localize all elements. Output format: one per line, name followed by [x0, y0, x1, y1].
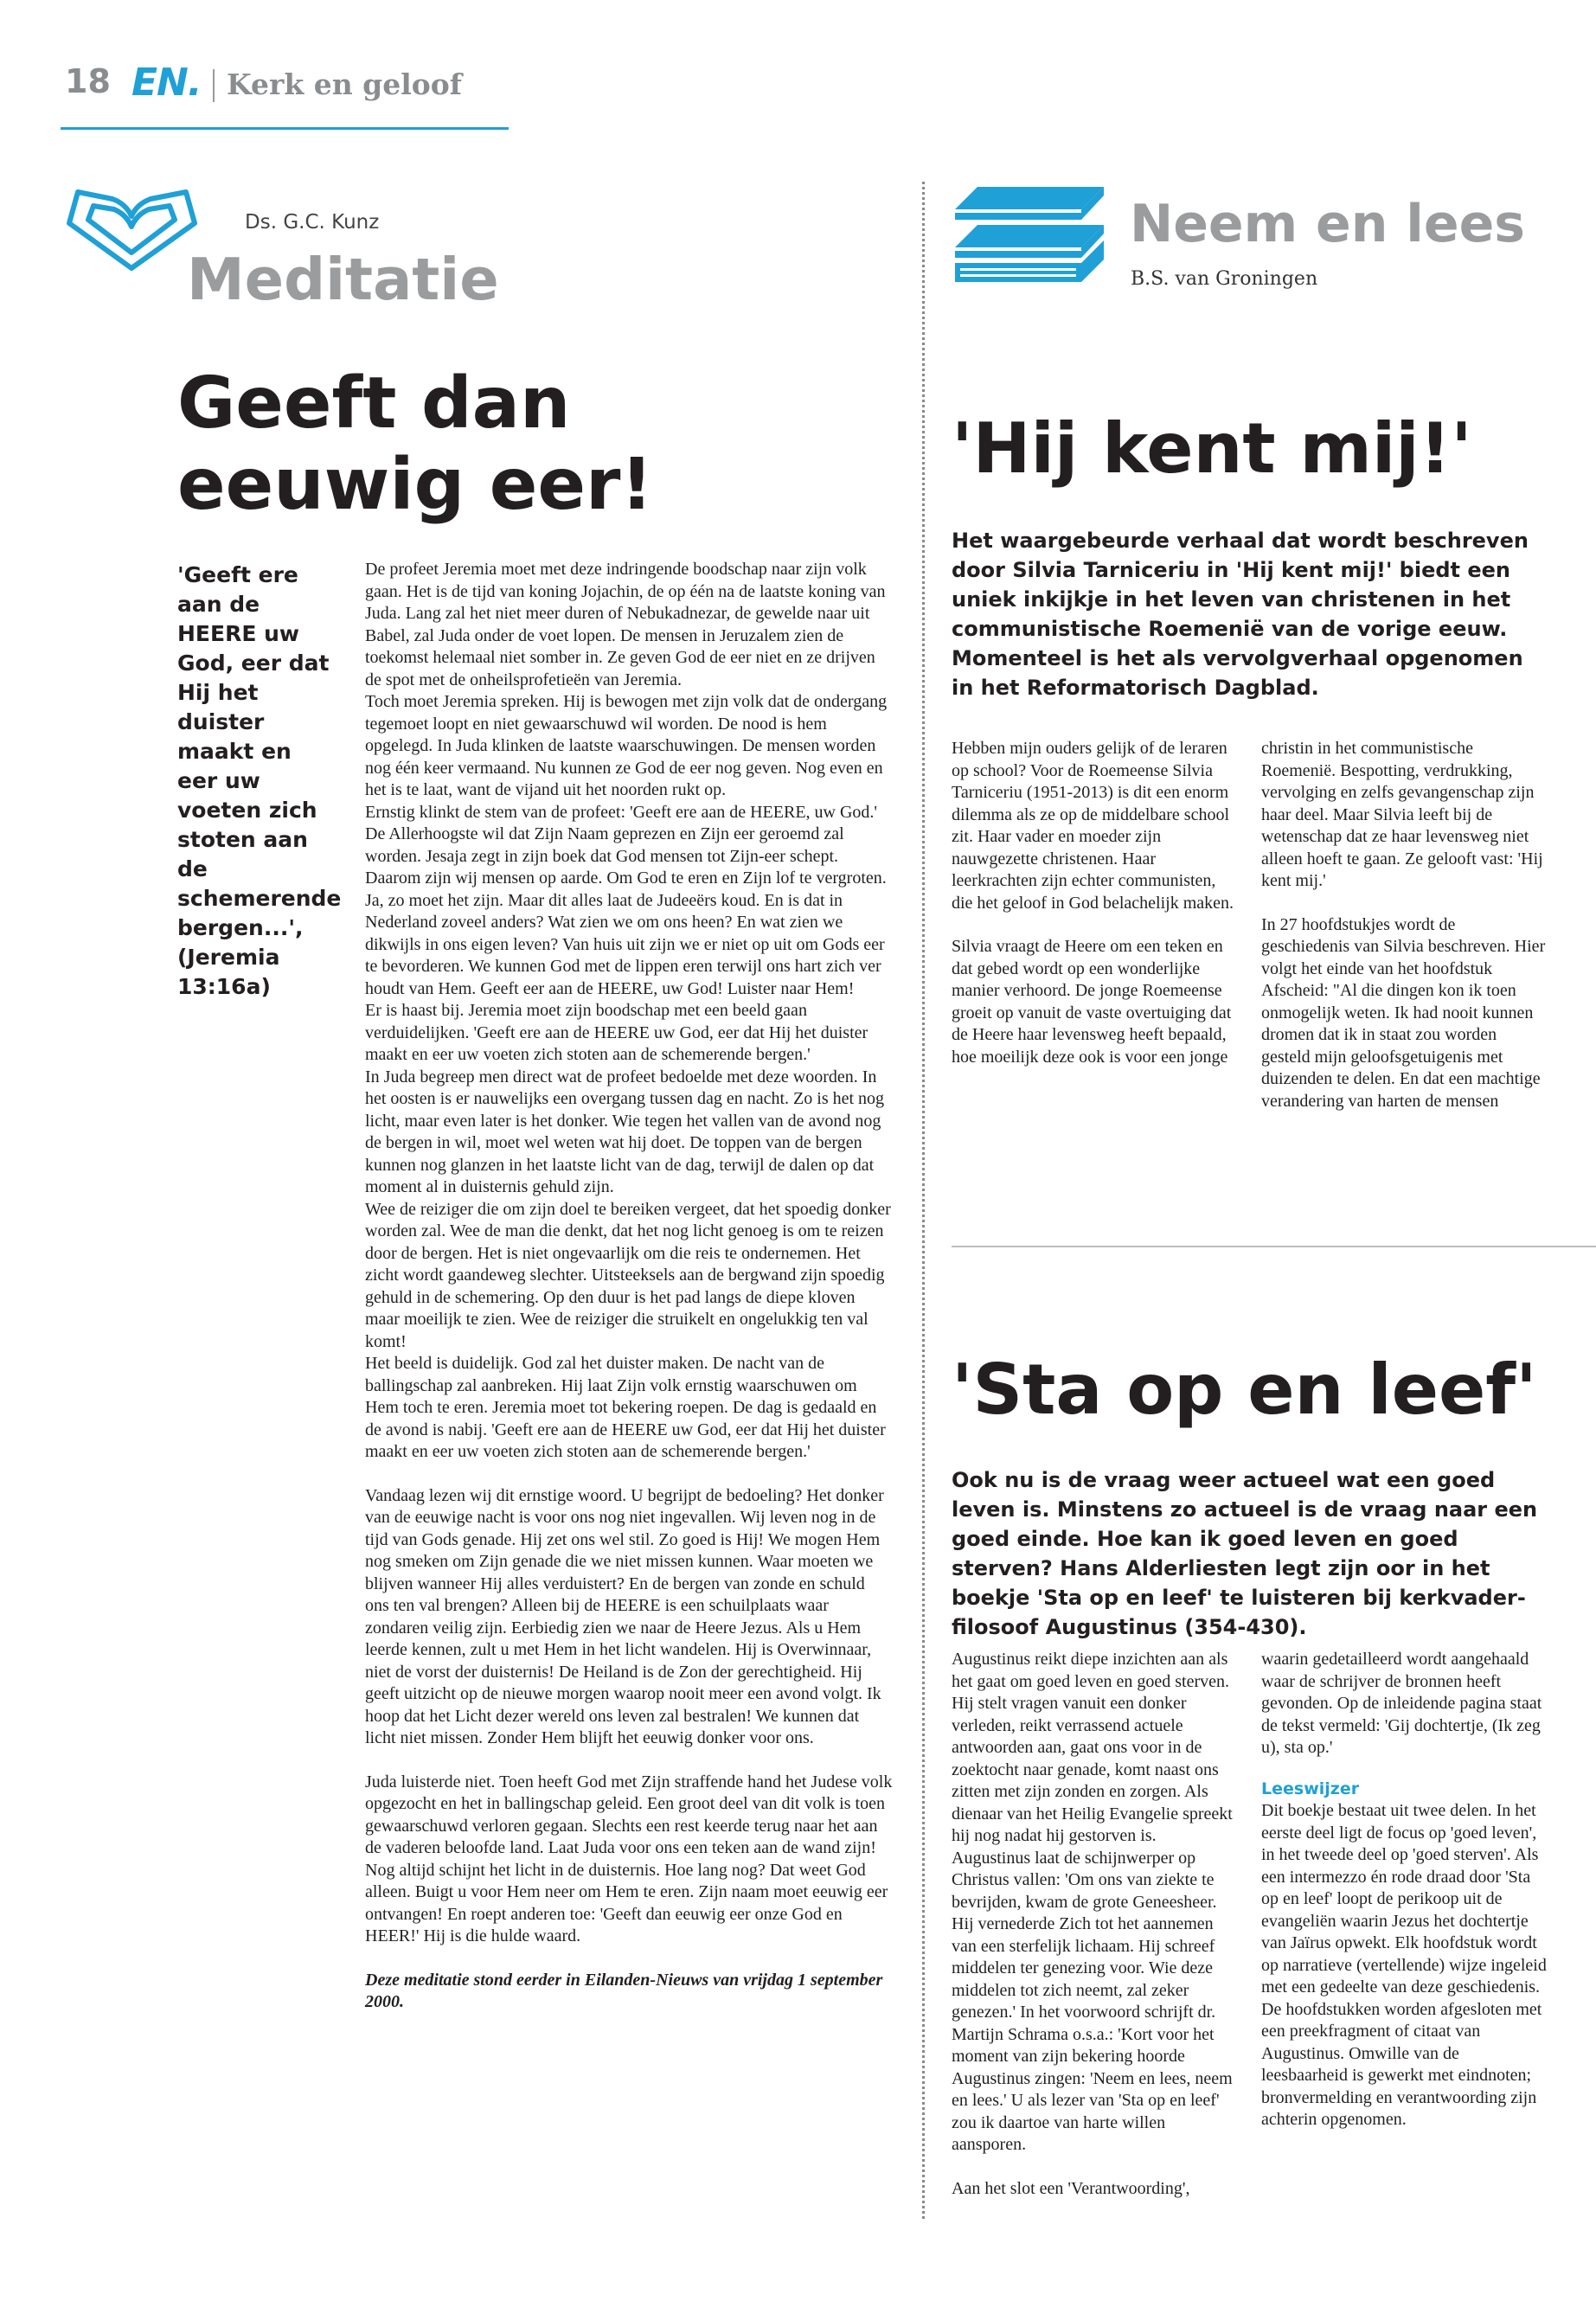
header-separator	[213, 69, 215, 102]
section-rule	[952, 1246, 1596, 1247]
column-divider	[922, 182, 925, 2219]
meditation-paragraph: De profeet Jeremia moet met deze indringende boodschap naar zijn volk gaan. Het is de tijd van koning Jojachin, de op één na de laatste koning van Juda. Lang zal het niet meer duren of Nebukadnezar, de gewelde naar uit Babel, zal Juda onder de voet lopen. De mensen in Jeruzalem zien de toekomst helemaal niet somber in. Ze geven God de eer niet en ze drijven de spot met de onheilsprofetieën van Jeremia.	[365, 560, 886, 689]
review-paragraph: Dit boekje bestaat uit twee delen. In het eerste deel ligt de focus op 'goed leven', in het tweede deel op 'goed sterven'. Als een intermezzo én rode draad door 'Sta op en leef' loopt de perikoop uit de evangeliën waarin Jezus het dochtertje van Jaïrus opwekt. Elk hoofdstuk wordt op narratieve (vertellende) wijze ingeleid met een gedeelte van deze geschiedenis. De hoofdstukken worden afgesloten met een preekfragment of citaat van Augustinus. Omwille van de leesbaarheid is gewerkt met eindnoten; bronvermelding en verantwoording zijn achterin opgenomen.	[1261, 1801, 1547, 2129]
meditation-author: Ds. G.C. Kunz	[245, 211, 380, 234]
meditation-paragraph: Het beeld is duidelijk. God zal het duister maken. De nacht van de ballingschap zal aanbreken. Hij laat Zijn volk ernstig waarschuwen om Hem toch te eren. Jeremia moet tot bekering roepen. De dag is gedaald en de avond is nabij. 'Geeft ere aan de HEERE uw God, eer dat Hij het duister maakt en eer uw voeten zich stoten aan de schemerende bergen.'	[365, 1354, 886, 1461]
review-lead: Ook nu is de vraag weer actueel wat een goed leven is. Minstens zo actueel is de vraag naar een goed einde. Hoe kan ik goed leven en goed sterven? Hans Alderliesten legt zijn oor in het boekje 'Sta op en leef' te luisteren bij kerkvader-filosoof Augustinus (354-430).	[952, 1468, 1538, 1639]
review-paragraph: Aan het slot een 'Verantwoording',	[952, 2178, 1190, 2198]
review-paragraph: waarin gedetailleerd wordt aangehaald waar de schrijver de bronnen heeft gevonden. Op de inleidende pagina staat de tekst vermeld: 'Gij dochtertje, (Ik zeg u), sta op.'	[1261, 1650, 1542, 1757]
meditation-title-line2: eeuwig eer!	[177, 444, 653, 526]
open-book-heart-icon	[61, 182, 203, 277]
header-rule	[61, 127, 509, 130]
meditation-paragraph: Juda luisterde niet. Toen heeft God met Zijn straffende hand het Judese volk opgezocht en het in ballingschap geleid. Een groot deel van dit volk is toen gewaarschuwd verloren gegaan. Slechts een rest keerde terug naar het aan de vaderen beloofde land. Laat Juda voor ons een teken aan de wand zijn! Nog altijd schijnt het licht in de duisternis. Hoe lang nog? Dat weet God alleen. Buigt u voor Hem neer om Hem te eren. Zijn naam moet eeuwig eer ontvangen! En roept anderen toe: 'Geeft dan eeuwig eer onze God en HEER!' Hij is die hulde waard.	[365, 1772, 893, 1945]
review-title-sta-op-en-leef: 'Sta op en leef'	[952, 1349, 1537, 1430]
meditation-paragraph: Wee de reiziger die om zijn doel te bereiken vergeet, dat het spoedig donker worden zal. Wee de man die denkt, dat het nog licht genoeg is om te reizen door de bergen. Het is niet ongevaarlijk om die reis te ondernemen. Het zicht wordt gaandeweg slechter. Uitsteeksels aan de bergwand zijn spoedig gehuld in de schemering. Op den duur is het pad langs de diepe kloven maar moeilijk te zien. Wee de reiziger die struikelt en ongelukkig ten val komt!	[365, 1199, 891, 1351]
meditation-body	[365, 559, 893, 2014]
review-paragraph: In 27 hoofdstukjes wordt de geschiedenis van Silvia beschreven. Hier volgt het einde van het hoofdstuk Afscheid: "Al die dingen kon ik toen onmogelijk weten. Ik had nooit kunnen dromen dat ik in staat zou worden gesteld mijn geloofsgetuigenis met duizenden te delen. En dat een machtige verandering van harten de mensen	[1261, 914, 1546, 1111]
review-column-2	[1261, 1649, 1547, 2131]
section-title: Kerk en geloof	[227, 67, 462, 101]
meditation-kicker: Meditatie	[187, 246, 499, 313]
meditation-paragraph: Ernstig klinkt de stem van de profeet: 'Geeft ere aan de HEERE, uw God.' De Allerhoogste wil dat Zijn Naam geprezen en Zijn eer geroemd zal worden. Jesaja zegt in zijn boek dat God mensen tot Zijn-eer schept.	[365, 802, 878, 866]
meditation-paragraph: Daarom zijn wij mensen op aarde. Om God te eren en Zijn lof te vergroten. Ja, zo moet het zijn. Maar dit alles laat de Judeeërs koud. En is dat in Nederland zoveel anders? Wat zien we om ons heen? En wat zien we dikwijls in ons eigen leven? Van huis uit zijn we er niet op uit om Gods eer te bevorderen. We kunnen God met de lippen eren terwijl ons hart zich ver houdt van Hem. Geeft eer aan de HEERE, uw God! Luister naar Hem!	[365, 868, 887, 998]
review-paragraph: Silvia vraagt de Heere om een teken en dat gebed wordt op een wonderlijke manier verhoord. De jonge Roemeense groeit op vanuit de vaste overtuiging dat de Heere haar levensweg heeft bepaald, hoe moeilijk deze ook is voor een jonge	[952, 937, 1232, 1067]
meditation-paragraph: In Juda begreep men direct wat de profeet bedoelde met deze woorden. In het oosten is er nauwelijks een overgang tussen dag en nacht. Zo is het nog licht, maar even later is het donker. Wie tegen het vallen van de avond nog de bergen in wil, moet wel weten wat hij doet. De toppen van de bergen kunnen nog glanzen in het laatste licht van de dag, terwijl de dalen op dat moment al in duisternis gehuld zijn.	[365, 1067, 885, 1196]
meditation-pull-quote: 'Geeft ere aan de HEERE uw God, eer dat Hij het duister maakt en eer uw voeten zich stoten aan de schemerende bergen...', (Jeremia 13:16a)	[177, 562, 342, 999]
meditation-title	[177, 363, 869, 526]
stacked-books-icon	[952, 183, 1107, 287]
page-number: 18	[65, 62, 111, 100]
review-column-1	[952, 738, 1237, 1068]
review-column-2	[1261, 738, 1547, 1112]
review-lead: Het waargebeurde verhaal dat wordt beschreven door Silvia Tarniceriu in 'Hij kent mij!' biedt een uniek inkijkje in het leven van christenen in het communistische Roemenië van de vorige eeuw. Momenteel is het als vervolgverhaal opgenomen in het Reformatorisch Dagblad.	[952, 529, 1529, 700]
review-paragraph: christin in het communistische Roemenië. Bespotting, verdrukking, vervolging en zelfs gevangenschap zijn haar deel. Maar Silvia leeft bij de wetenschap dat ze haar levensweg niet alleen hoeft te gaan. Ze gelooft vast: 'Hij kent mij.'	[1261, 739, 1543, 890]
meditation-paragraph: Er is haast bij. Jeremia moet zijn boodschap met een beeld gaan verduidelijken. 'Geeft ere aan de HEERE uw God, eer dat Hij het duister maakt en eer uw voeten zich stoten aan de schemerende bergen.'	[365, 1001, 869, 1064]
publication-logo: EN.	[131, 61, 202, 105]
column-author: B.S. van Groningen	[1131, 268, 1318, 290]
meditation-title-line1: Geeft dan	[177, 362, 571, 445]
review-paragraph: Augustinus reikt diepe inzichten aan als het gaat om goed leven en goed sterven. Hij stelt vragen vanuit een donker verleden, reikt verrassend actuele antwoorden aan, gaat ons voor in de zoektocht naar genade, komt naast ons zitten met zijn zonden en zorgen. Als dienaar van het Heilig Evangelie spreekt hij nog nadat hij gestorven is. Augustinus laat de schijnwerper op Christus vallen: 'Om ons van ziekte te bevrijden, kwam de grote Geneesheer. Hij vernederde Zich tot het aannemen van een sterfelijk lichaam. Hij schreef middelen ter genezing voor. Wie deze middelen tot zich neemt, zal zeker genezen.' In het voorwoord schrijft dr. Martijn Schrama o.s.a.: 'Kort voor het moment van zijn bekering hoorde Augustinus zingen: 'Neem en lees, neem en lees.' U als lezer van 'Sta op en leef' zou ik daartoe van harte willen aansporen.	[952, 1650, 1233, 2154]
column-kicker: Neem en lees	[1130, 194, 1525, 254]
review-column-1	[952, 1649, 1237, 2200]
meditation-source-note: Deze meditatie stond eerder in Eilanden-Nieuws van vrijdag 1 september 2000.	[365, 1970, 883, 2011]
review-title-hij-kent-mij: 'Hij kent mij!'	[952, 408, 1472, 489]
meditation-paragraph: Toch moet Jeremia spreken. Hij is bewogen met zijn volk dat de ondergang tegemoet loopt en niet gewaarschuwd wil worden. De nood is hem opgelegd. In Juda klinken de laatste waarschuwingen. De mensen worden nog één keer vermaand. Nu kunnen ze God de eer nog geven. Nog even en het is te laat, want de vijand uit het noorden rukt op.	[365, 692, 888, 799]
meditation-paragraph: Vandaag lezen wij dit ernstige woord. U begrijpt de bedoeling? Het donker van de eeuwige nacht is voor ons nog niet ingevallen. Wij leven nog in de tijd van Gods genade. Hij zet ons wel stil. Zo goed is Hij! We mogen Hem nog smeken om Zijn genade die we niet missen kunnen. Waar moeten we blijven wanneer Hij alles verduistert? En de bergen van zonde en schuld ons ten val brengen? Alleen bij de HEERE is een schuilplaats waar zondaren veilig zijn. Eerbiedig zien we naar de Heere Jezus. Als u Hem leerde kennen, zult u met Hem in het licht wandelen. Hij is Overwinnaar, niet de vorst der duisternis! De Heiland is de Zon der gerechtigheid. Hij geeft uitzicht op de nieuwe morgen waarop nooit meer een avond volgt. Ik hoop dat het Licht dezer wereld ons leven zal bestralen! We kunnen dat licht niet missen. Zonder Hem blijft het eeuwig donker voor ons.	[365, 1485, 884, 1747]
leeswijzer-subhead: Leeswijzer	[1261, 1779, 1360, 1798]
review-paragraph: Hebben mijn ouders gelijk of de leraren op school? Voor de Roemeense Silvia Tarniceriu (1951-2013) is dit een enorm dilemma als ze op de middelbare school zit. Haar vader en moeder zijn nauwgezette christenen. Haar leerkrachten zijn echter communisten, die het geloof in God belachelijk maken.	[952, 739, 1234, 913]
